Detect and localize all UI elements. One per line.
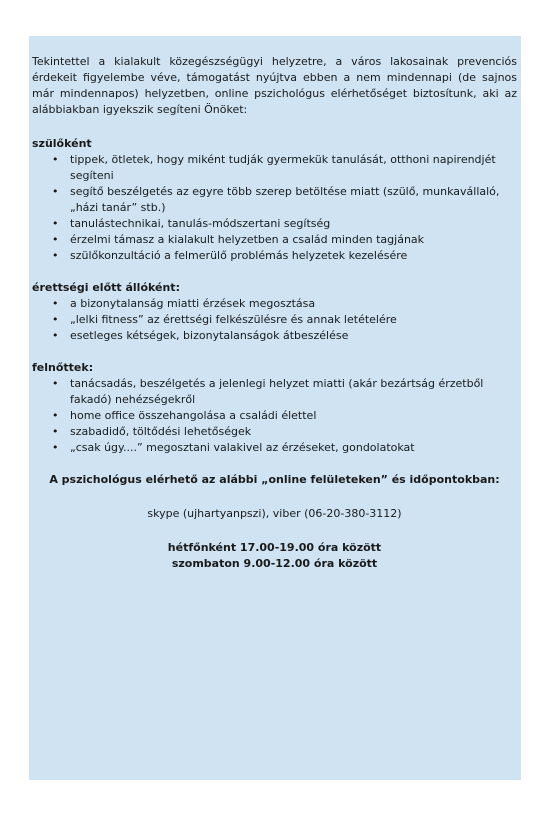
list-item: • érzelmi támasz a kialakult helyzetben a család minden tagjának	[70, 232, 517, 248]
list-item: • tippek, ötletek, hogy miként tudják gyermekük tanulását, otthoni napirendjét segíteni	[70, 152, 517, 184]
info-panel	[29, 36, 521, 780]
office-hours	[32, 540, 517, 572]
list-item: • szülőkonzultáció a felmerülő problémás helyzetek kezelésére	[70, 248, 517, 264]
section-heading-parents: szülőként	[32, 137, 92, 150]
section-heading-adults: felnőttek:	[32, 361, 94, 374]
availability-lead: A pszichológus elérhető az alábbi „online felületeken” és időpontokban:	[49, 473, 500, 486]
list-item: • „lelki fitness” az érettségi felkészülésre és annak letételére	[70, 312, 517, 328]
list-item: • a bizonytalanság miatti érzések megosztása	[70, 296, 517, 312]
list-item: • „csak úgy....” megosztani valakivel az érzéseket, gondolatokat	[70, 440, 517, 456]
list-item: • home office összehangolása a családi élettel	[70, 408, 517, 424]
hours-line-saturday: szombaton 9.00-12.00 óra között	[171, 557, 378, 570]
document-content	[29, 36, 521, 572]
list-item: • segítő beszélgetés az egyre több szerep betöltése miatt (szülő, munkavállaló, „házi tanár” stb.)	[70, 184, 517, 216]
list-item: • esetleges kétségek, bizonytalanságok átbeszélése	[70, 328, 517, 344]
intro-paragraph: Tekintettel a kialakult közegészségügyi helyzetre, a város lakosainak prevenciós érdekeit figyelembe véve, támogatást nyújtva ebben a nem mindennapi (de sajnos már mindennapos) helyzetben, online pszichológus elérhetőséget biztosítunk, aki az alábbiakban igyekszik segíteni Önöket:	[32, 55, 517, 116]
list-item: • tanulástechnikai, tanulás-módszertani segítség	[70, 216, 517, 232]
parents-list	[32, 152, 517, 264]
graduates-list	[32, 296, 517, 344]
contact-line: skype (ujhartyanpszi), viber (06-20-380-3112)	[147, 507, 402, 520]
list-item: • tanácsadás, beszélgetés a jelenlegi helyzet miatti (akár bezártság érzetből fakadó) nehézségekről	[70, 376, 517, 408]
hours-line-monday: hétfőnként 17.00-19.00 óra között	[167, 541, 382, 554]
adults-list	[32, 376, 517, 456]
list-item: • szabadidő, töltődési lehetőségek	[70, 424, 517, 440]
section-heading-graduates: érettségi előtt állóként:	[32, 281, 180, 294]
